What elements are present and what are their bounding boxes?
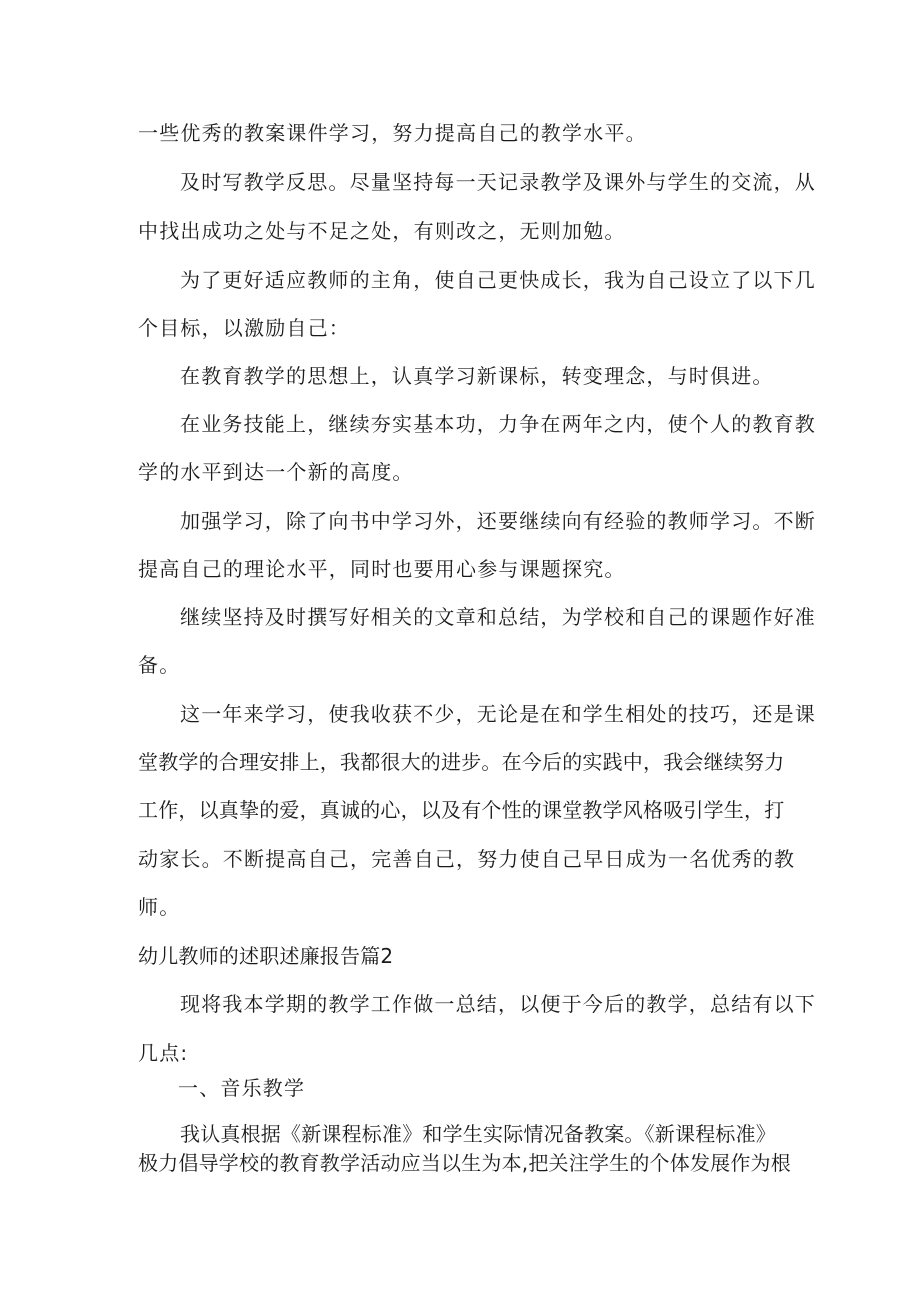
text-line-8: 学的水平到达一个新的高度。	[138, 460, 414, 484]
text-line-7: 在业务技能上，继续夯实基本功，力争在两年之内，使个人的教育教	[180, 412, 816, 436]
subheading-music-teaching: 一、音乐教学	[178, 1076, 306, 1100]
text-line-1: 一些优秀的教案课件学习，努力提高自己的教学水平。	[138, 121, 647, 145]
text-line-6: 在教育教学的思想上，认真学习新课标，转变理念，与时俱进。	[180, 364, 774, 388]
text-line-13: 这一年来学习，使我收获不少，无论是在和学生相处的技巧，还是课	[180, 702, 816, 726]
text-line-2: 及时写教学反思。尽量坚持每一天记录教学及课外与学生的交流，从	[180, 170, 816, 194]
text-line-10: 提高自己的理论水平，同时也要用心参与课题探究。	[138, 557, 626, 581]
text-line-5: 个目标，以激励自己：	[138, 316, 350, 340]
text-line-16: 动家长。不断提高自己，完善自己，努力使自己早日成为一名优秀的教	[138, 847, 796, 871]
text-line-3: 中找出成功之处与不足之处，有则改之，无则加勉。	[138, 219, 626, 243]
text-line-14: 堂教学的合理安排上，我都很大的进步。在今后的实践中，我会继续努力	[138, 750, 785, 774]
text-line-23: 极力倡导学校的教育教学活动应当以生为本,把关注学生的个体发展作为根	[138, 1151, 791, 1175]
text-line-4: 为了更好适应教师的主角，使自己更快成长，我为自己设立了以下几	[180, 268, 816, 292]
text-line-15: 工作，以真挚的爱，真诚的心，以及有个性的课堂教学风格吸引学生，打	[138, 798, 785, 822]
text-line-11: 继续坚持及时撰写好相关的文章和总结，为学校和自己的课题作好准	[180, 605, 816, 629]
text-line-12: 备。	[138, 653, 181, 677]
text-line-17: 师。	[138, 895, 181, 919]
text-line-9: 加强学习，除了向书中学习外，还要继续向有经验的教师学习。不断	[180, 509, 816, 533]
text-line-19: 现将我本学期的教学工作做一总结，以便于今后的教学，总结有以下	[180, 992, 816, 1016]
text-line-22: 我认真根据《新课程标准》和学生实际情况备教案。《新课程标准》	[180, 1122, 776, 1146]
text-line-20: 几点:	[138, 1041, 189, 1065]
section-heading: 幼儿教师的述职述廉报告篇2	[138, 944, 394, 968]
